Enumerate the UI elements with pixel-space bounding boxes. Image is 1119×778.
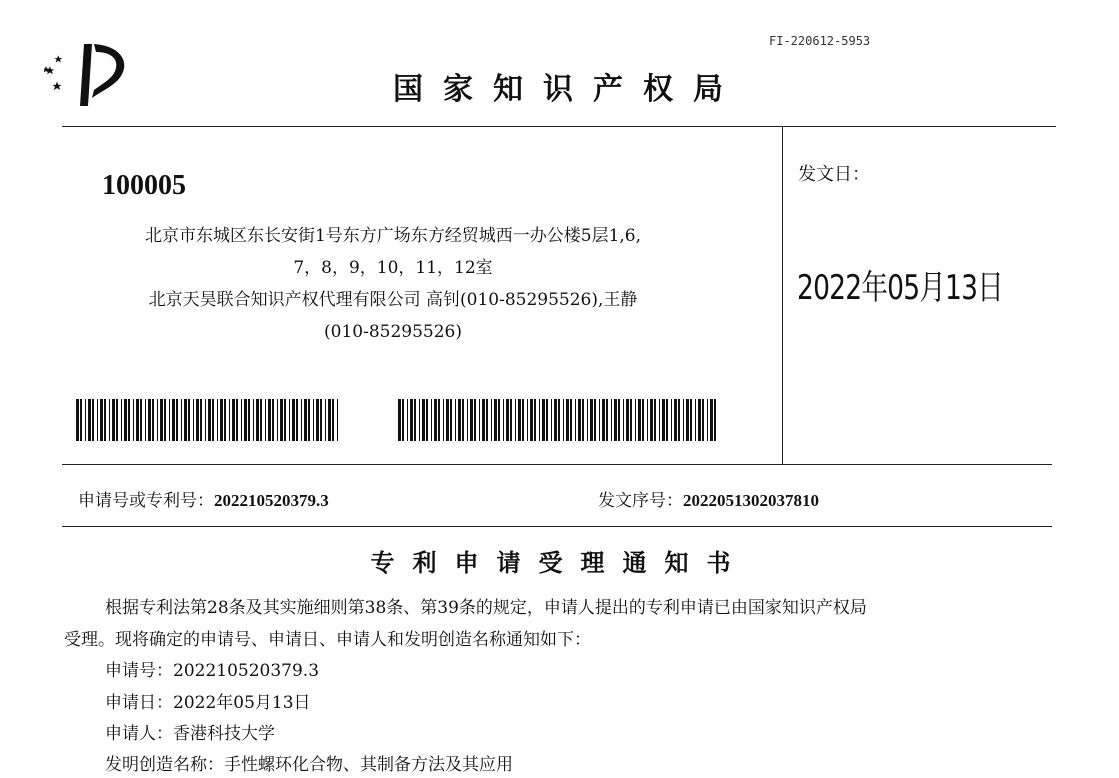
divider: [782, 126, 783, 464]
address-line: 7，8，9，10，11，12室: [293, 258, 493, 278]
document-id: FI-220612-5953: [769, 34, 871, 48]
field-label: 申请日：: [105, 693, 173, 713]
application-number-value: 202210520379.3: [214, 491, 329, 510]
date-label: 发文日：: [798, 164, 870, 185]
divider: [62, 126, 1056, 127]
address-line: 北京市东城区东长安街1号东方广场东方经贸城西一办公楼5层1,6,: [144, 226, 642, 246]
serial-number-label: 发文序号：: [598, 491, 683, 511]
barcode-icon: [76, 399, 341, 441]
agency-line: 北京天昊联合知识产权代理有限公司 高钊(010-85295526),王静: [148, 290, 638, 310]
notice-title: 专利申请受理通知书: [370, 549, 749, 577]
field-invention-title: [105, 750, 513, 775]
agency-line: (010-85295526): [324, 322, 462, 342]
field-value: 2022年05月13日: [173, 693, 311, 713]
application-number-label: 申请号或专利号：: [78, 491, 214, 511]
field-applicant: [105, 719, 275, 744]
field-value: 202210520379.3: [173, 661, 320, 681]
field-label: 申请号：: [105, 661, 173, 681]
field-label: 申请人：: [105, 724, 173, 744]
field-application-number: [105, 656, 319, 681]
application-number-row: [78, 486, 329, 511]
cnipa-logo-icon: [44, 40, 136, 108]
intro-paragraph: 根据专利法第28条及其实施细则第38条、第39条的规定，申请人提出的专利申请已由国家知识产权局: [105, 598, 867, 618]
serial-number-value: 2022051302037810: [683, 491, 819, 510]
serial-number-row: [598, 486, 819, 511]
barcode-icon: [398, 399, 718, 441]
field-value: 香港科技大学: [173, 724, 275, 744]
dispatch-date: 2022年05月13日: [797, 268, 1003, 308]
postal-code: 100005: [102, 170, 186, 201]
intro-paragraph: 受理。现将确定的申请号、申请日、申请人和发明创造名称通知如下：: [64, 630, 591, 650]
divider: [62, 464, 1052, 465]
field-value: 手性螺环化合物、其制备方法及其应用: [224, 755, 513, 775]
office-name: 国家知识产权局: [393, 72, 743, 107]
divider: [62, 526, 1052, 527]
field-label: 发明创造名称：: [105, 755, 224, 775]
field-application-date: [105, 688, 311, 713]
